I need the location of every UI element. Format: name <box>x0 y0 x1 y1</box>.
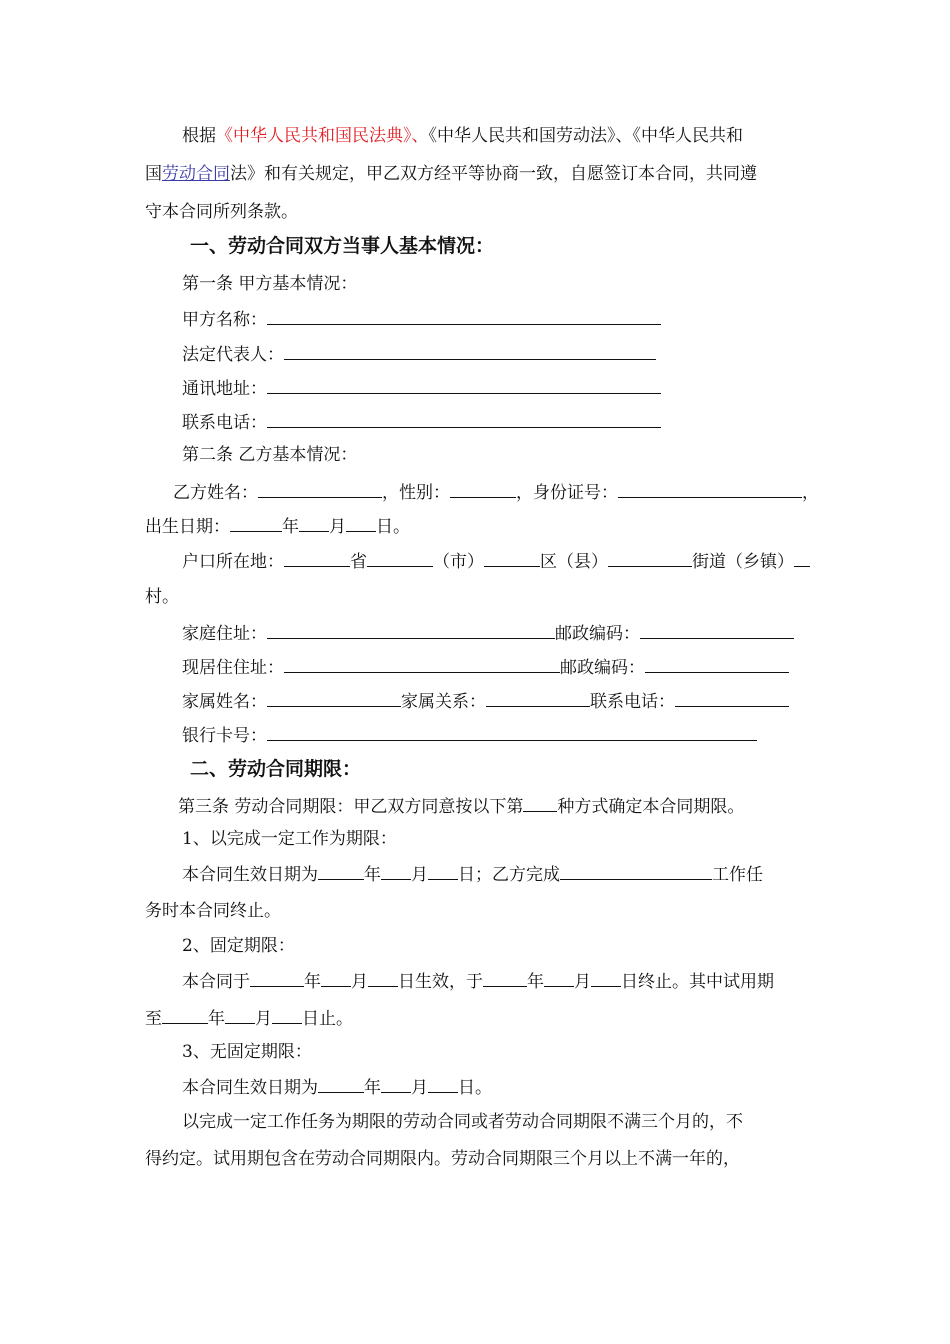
field-label: 联系电话： <box>182 413 267 433</box>
option-1-row <box>182 861 763 887</box>
option-1-heading: 1、以完成一定工作为期限： <box>182 829 397 849</box>
field-label: 年 <box>282 517 299 537</box>
field-label: 户口所在地： <box>182 552 284 572</box>
field-label: 日生效，于 <box>398 972 483 992</box>
field-label: 月 <box>411 865 428 885</box>
party-a-name-row <box>182 306 661 332</box>
province-blank[interactable] <box>284 548 350 567</box>
field-label: 日。 <box>458 1078 492 1098</box>
option-3-row <box>182 1074 492 1100</box>
option-3-heading: 3、无固定期限： <box>182 1042 312 1062</box>
family-phone-blank[interactable] <box>675 688 789 707</box>
intro-line-2 <box>145 162 757 186</box>
probation-day-blank[interactable] <box>272 1005 302 1024</box>
field-label: 本合同生效日期为 <box>182 1078 318 1098</box>
party-b-row <box>173 479 819 505</box>
field-label: 甲方名称： <box>182 310 267 330</box>
birth-day-blank[interactable] <box>346 513 376 532</box>
district-blank[interactable] <box>484 548 540 567</box>
field-label: 现居住住址： <box>182 658 284 678</box>
home-address-blank[interactable] <box>267 620 555 639</box>
current-zip-blank[interactable] <box>645 654 789 673</box>
field-label: 工作任 <box>712 865 763 885</box>
field-label: 本合同生效日期为 <box>182 865 318 885</box>
field-label: 法定代表人： <box>182 345 284 365</box>
id-number-blank[interactable] <box>618 479 802 498</box>
article-1-heading: 第一条 甲方基本情况： <box>182 274 358 294</box>
field-label: 年 <box>364 1078 381 1098</box>
field-label: 邮政编码： <box>555 624 640 644</box>
section-2-title: 二、劳动合同期限： <box>190 758 362 780</box>
probation-month-blank[interactable] <box>225 1005 255 1024</box>
intro-line-3: 守本合同所列条款。 <box>145 202 298 222</box>
field-label: 年 <box>527 972 544 992</box>
field-label: 月 <box>255 1009 272 1029</box>
field-label: 家属姓名： <box>182 692 267 712</box>
family-relation-blank[interactable] <box>486 688 590 707</box>
field-label: 日终止。其中试用期 <box>621 972 774 992</box>
field-label: 银行卡号： <box>182 726 267 746</box>
family-row <box>182 688 789 714</box>
term-option-blank[interactable] <box>523 793 557 812</box>
field-label: 出生日期： <box>145 517 230 537</box>
section-1-title: 一、劳动合同双方当事人基本情况： <box>190 235 495 257</box>
o1-day-blank[interactable] <box>428 861 458 880</box>
field-label: （市） <box>433 552 484 572</box>
intro-line-1 <box>182 124 743 148</box>
field-label: 街道（乡镇） <box>692 552 794 572</box>
field-label: 月 <box>329 517 346 537</box>
party-b-name-blank[interactable] <box>258 479 382 498</box>
civil-code-citation: 《中华人民共和国民法典》、 <box>216 126 429 146</box>
field-label: 邮政编码： <box>560 658 645 678</box>
task-blank[interactable] <box>560 861 712 880</box>
o2-end-year-blank[interactable] <box>483 968 527 987</box>
intro-text: 根据 <box>182 126 216 146</box>
option-2-heading: 2、固定期限： <box>182 936 295 956</box>
option-2-cont <box>145 1005 353 1031</box>
address-row <box>182 375 661 401</box>
village-suffix: 村。 <box>145 587 179 607</box>
o2-end-day-blank[interactable] <box>591 968 621 987</box>
village-blank[interactable] <box>794 548 810 567</box>
o3-day-blank[interactable] <box>428 1074 458 1093</box>
field-label: 年 <box>364 865 381 885</box>
field-label: 通讯地址： <box>182 379 267 399</box>
field-label: 乙方姓名： <box>173 483 258 503</box>
o1-year-blank[interactable] <box>318 861 364 880</box>
paragraph-line-2: 得约定。试用期包含在劳动合同期限内。劳动合同期限三个月以上不满一年的， <box>145 1149 740 1169</box>
phone-blank[interactable] <box>267 409 661 428</box>
phone-row <box>182 409 661 435</box>
field-label: 省 <box>350 552 367 572</box>
home-address-row <box>182 620 794 646</box>
city-blank[interactable] <box>367 548 433 567</box>
field-label: 年 <box>208 1009 225 1029</box>
street-blank[interactable] <box>608 548 692 567</box>
legal-rep-row <box>182 341 656 367</box>
field-label: 年 <box>304 972 321 992</box>
field-label: ，性别： <box>382 483 450 503</box>
field-label: 日；乙方完成 <box>458 865 560 885</box>
o3-month-blank[interactable] <box>381 1074 411 1093</box>
field-label: 月 <box>351 972 368 992</box>
o2-start-month-blank[interactable] <box>321 968 351 987</box>
article-3-row <box>178 793 744 819</box>
field-label: 本合同于 <box>182 972 250 992</box>
field-label: 月 <box>574 972 591 992</box>
birth-date-row <box>145 513 410 539</box>
hukou-row <box>182 548 810 574</box>
party-a-name-blank[interactable] <box>267 306 661 325</box>
field-label: 区（县） <box>540 552 608 572</box>
o2-start-day-blank[interactable] <box>368 968 398 987</box>
paragraph-line-1: 以完成一定工作任务为期限的劳动合同或者劳动合同期限不满三个月的，不 <box>182 1112 743 1132</box>
article-2-heading: 第二条 乙方基本情况： <box>182 445 358 465</box>
o2-start-year-blank[interactable] <box>250 968 304 987</box>
probation-year-blank[interactable] <box>162 1005 208 1024</box>
field-label: 联系电话： <box>590 692 675 712</box>
bank-card-blank[interactable] <box>267 722 757 741</box>
birth-month-blank[interactable] <box>299 513 329 532</box>
o2-end-month-blank[interactable] <box>544 968 574 987</box>
option-1-cont: 务时本合同终止。 <box>145 901 281 921</box>
current-address-blank[interactable] <box>284 654 560 673</box>
field-label: 日。 <box>376 517 410 537</box>
intro-text: 《中华人民共和国劳动法》、《中华人民共和 <box>428 126 743 146</box>
option-2-row <box>182 968 774 994</box>
family-name-blank[interactable] <box>267 688 401 707</box>
current-address-row <box>182 654 789 680</box>
bank-card-row <box>182 722 757 748</box>
address-blank[interactable] <box>267 375 661 394</box>
field-label: 家庭住址： <box>182 624 267 644</box>
field-label: 日止。 <box>302 1009 353 1029</box>
home-zip-blank[interactable] <box>640 620 794 639</box>
field-label: 至 <box>145 1009 162 1029</box>
intro-text: 法》和有关规定，甲乙双方经平等协商一致，自愿签订本合同，共同遵 <box>230 164 757 184</box>
field-label: ，身份证号： <box>516 483 618 503</box>
field-label: 种方式确定本合同期限。 <box>557 797 745 817</box>
legal-rep-blank[interactable] <box>284 341 656 360</box>
birth-year-blank[interactable] <box>230 513 282 532</box>
labor-contract-link[interactable]: 劳动合同 <box>162 164 230 184</box>
intro-text: 国 <box>145 164 162 184</box>
field-label: 月 <box>411 1078 428 1098</box>
gender-blank[interactable] <box>450 479 516 498</box>
punctuation: ， <box>802 483 819 503</box>
field-label: 家属关系： <box>401 692 486 712</box>
o3-year-blank[interactable] <box>318 1074 364 1093</box>
field-label: 第三条 劳动合同期限：甲乙双方同意按以下第 <box>178 797 524 817</box>
o1-month-blank[interactable] <box>381 861 411 880</box>
